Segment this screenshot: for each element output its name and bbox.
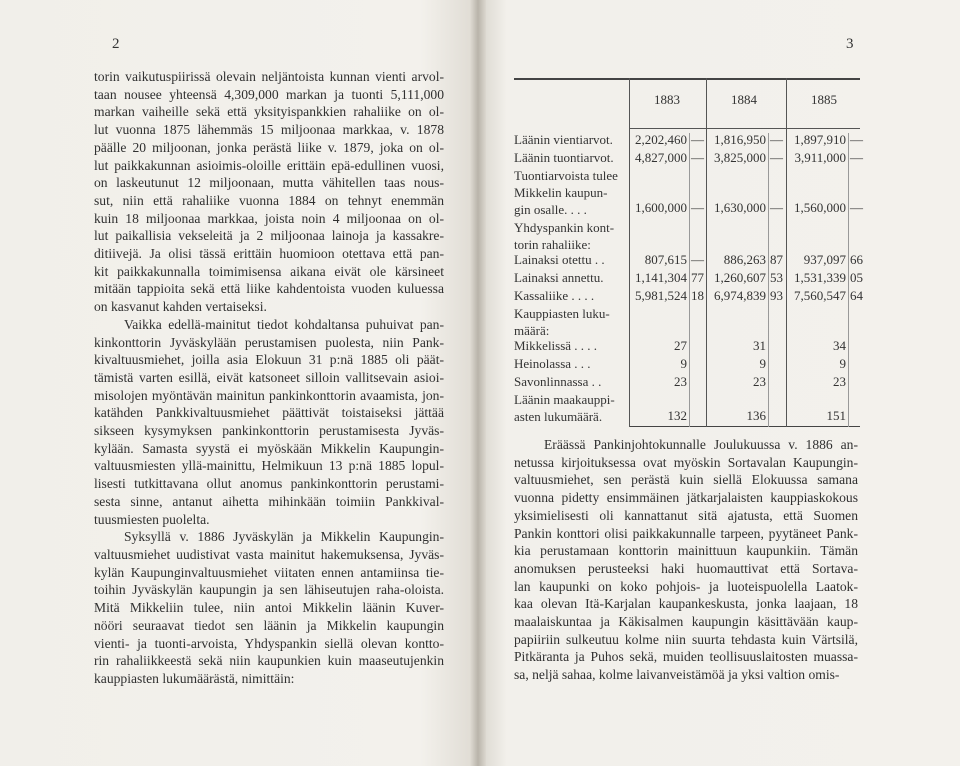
text-line: ditiivejä. Ja olisi tässä erittäin huomioon otettava että pan-	[94, 246, 444, 262]
table-header-rule	[629, 128, 860, 129]
text-line: kaa olevan Itä-Karjalan kaupankeskusta, jonka laajaan, 18	[514, 596, 858, 612]
text-line: valtuusmiehet uudistivat vasta mainitut hakemuksensa, Jyväs-	[94, 546, 444, 562]
table-cell-decimal: 64	[850, 288, 863, 303]
text-line: sikseen kysymyksen pankinkonttorin perustamisesta Jyväs-	[94, 423, 444, 439]
table-cell-value: 136	[746, 408, 766, 423]
table-row-label: Yhdyspankin kont-	[514, 220, 615, 235]
text-line: lisesti tutkittavana ollut anomus pankinkonttorin perustami-	[94, 476, 444, 492]
table-row-label: asten lukumäärä.	[514, 409, 603, 424]
table-row-label: määrä:	[514, 323, 550, 338]
text-line: Syksyllä v. 1886 Jyväskylän ja Mikkelin Kaupungin-	[124, 529, 444, 545]
table-decimal-rule	[848, 133, 849, 427]
table-cell-value: 27	[674, 338, 687, 353]
table-cell-decimal: 05	[850, 270, 863, 285]
table-cell-value: 1,630,000	[714, 200, 766, 215]
table-cell-value: 1,141,304	[635, 270, 687, 285]
text-line: Pankin konttori olisi paikkakunnalle tarpeen, pyytäneet Pank-	[514, 525, 858, 541]
table-cell-value: 3,825,000	[714, 150, 766, 165]
text-line: Mitä Mikkeliin tulee, niin antoi Mikkelin läänin Kuver-	[94, 600, 444, 616]
table-row-label: Kassaliike . . . .	[514, 288, 595, 303]
table-cell-value: 9	[759, 356, 766, 371]
text-line: torin vaikutuspiirissä olevain neljäntoista kunnan vienti arvol-	[94, 69, 444, 84]
table-decimal-rule	[689, 133, 690, 427]
table-cell-decimal: 18	[691, 288, 704, 303]
left-page	[0, 0, 478, 766]
text-line: on laskeutunut 12 miljoonaan, mutta vähitellen taas nous-	[94, 175, 444, 191]
table-cell-value: 23	[833, 374, 846, 389]
table-cell-decimal: 66	[850, 252, 863, 267]
text-line: lan kaupunki on koko pohjois- ja luoteispuolella Laatok-	[514, 578, 858, 594]
left-page-text	[94, 68, 444, 688]
text-line: vienti- ja tuonti-arvoista, Yhdyspankin siellä olevan kontto-	[94, 635, 444, 651]
text-line: valtuusmiesten yllä-mainittu, Helmikuun 13 p:nä 1885 lopul-	[94, 458, 444, 474]
table-cell-value: 4,827,000	[635, 150, 687, 165]
table-cell-value: 807,615	[644, 252, 687, 267]
table-row-label: gin osalle. . . .	[514, 202, 587, 217]
text-line: taan nousee yhteensä 4,309,000 markan ja tuonti 5,111,000	[94, 86, 444, 102]
table-cell-value: 9	[839, 356, 846, 371]
text-line: sut, niin että rahaliike vuonna 1884 on tehnyt enemmän	[94, 192, 444, 208]
table-cell-value: 1,600,000	[635, 200, 687, 215]
text-line: mitään tappioita sekä että liike kahdentoista vuoden kuluessa	[94, 281, 444, 297]
book-gutter	[470, 0, 486, 766]
right-page	[478, 0, 960, 766]
table-cell-value: 1,816,950	[714, 132, 766, 147]
table-row-label: Mikkelin kaupun-	[514, 185, 608, 200]
table-cell-decimal: —	[770, 150, 783, 165]
text-line: lut paikkakunnan asioimis-oloille erittäin epä-edullinen vuosi,	[94, 157, 444, 173]
table-cell-value: 9	[680, 356, 687, 371]
table-row-label: Mikkelissä . . . .	[514, 338, 598, 353]
text-line: katähden Pankkivaltuusmiehet päättivät toistaiseksi jättää	[94, 405, 444, 421]
text-line: vuonna pidetty ensimmäinen jätkarjalaisten kauppiaskokous	[514, 490, 858, 506]
table-decimal-rule	[768, 133, 769, 427]
table-cell-value: 6,974,839	[714, 288, 766, 303]
text-line: toihin Jyväskylän kaupungin ja sen lähiseutujen raha-oloista.	[94, 582, 444, 598]
text-line: markan vaiheille sekä että yksityispankkien rahaliike on ol-	[94, 104, 444, 120]
text-line: papiiriin sulkeutuu kolme niin suurta tehdasta kuin Värtsilä,	[514, 631, 858, 647]
table-cell-decimal: 87	[770, 252, 783, 267]
text-line: sa, neljä sahaa, kolme laivanveistämöä ja yksi valtion omis-	[514, 667, 840, 683]
table-cell-value: 1,560,000	[794, 200, 846, 215]
text-line: yksimielisesti oli kannattanut sitä ajatusta, että Suomen	[514, 507, 858, 523]
table-cell-value: 1,531,339	[794, 270, 846, 285]
table-row-label: Lainaksi annettu.	[514, 270, 604, 285]
text-line: anomuksen perusteeksi haki huomauttivat että Sortava-	[514, 560, 858, 576]
table-row-label: Läänin vientiarvot.	[514, 132, 613, 147]
table-year-header: 1883	[654, 92, 680, 107]
table-top-rule	[514, 78, 860, 80]
table-cell-value: 3,911,000	[794, 150, 846, 165]
text-line: Eräässä Pankinjohtokunnalle Joulukuussa v. 1886 an-	[544, 437, 858, 452]
table-cell-value: 23	[674, 374, 687, 389]
text-line: on kasvanut kahden vertaiseksi.	[94, 299, 267, 315]
table-cell-value: 151	[826, 408, 846, 423]
table-bottom-rule	[629, 426, 860, 428]
text-line: päälle 20 miljoonan, jonka perästä liike v. 1879, joka on ol-	[94, 139, 444, 155]
right-page-text	[514, 436, 858, 684]
paragraph	[94, 316, 444, 528]
table-cell-decimal: —	[770, 132, 783, 147]
text-line: rin rahaliikkeestä sekä niin kaupunkien kuin maaseutujenkin	[94, 653, 444, 669]
table-cell-decimal: —	[850, 200, 863, 215]
text-line: misolojen myöntävän mainitun pankinkonttorin avaamista, jon-	[94, 387, 444, 403]
table-row-label: Heinolassa . . .	[514, 356, 591, 371]
text-line: nööri seuraavat tiedot sen läänin ja Mikkelin kaupungin	[94, 617, 444, 633]
text-line: sesta sinne, antanut aihetta mihinkään toimiin Pankkival-	[94, 493, 444, 509]
table-cell-value: 1,897,910	[794, 132, 846, 147]
text-line: kinkonttorin Jyväskylään perustamisen puolesta, niin Pank-	[94, 334, 444, 350]
table-cell-value: 31	[753, 338, 766, 353]
table-year-header: 1885	[811, 92, 837, 107]
table-cell-decimal: —	[691, 252, 704, 267]
table-cell-value: 2,202,460	[635, 132, 687, 147]
table-row-label: Kauppiasten luku-	[514, 306, 610, 321]
table-cell-decimal: —	[850, 132, 863, 147]
table-cell-decimal: —	[691, 150, 704, 165]
page-number-left: 2	[112, 36, 120, 52]
table-cell-decimal: —	[770, 200, 783, 215]
text-line: tämistä varten esillä, eivät katsoneet silloin vallitsevain asioi-	[94, 369, 444, 385]
table-cell-value: 7,560,547	[794, 288, 846, 303]
table-cell-decimal: 53	[770, 270, 783, 285]
text-line: lut vuonna 1875 lähemmäs 15 miljoonaa markkaa, v. 1878	[94, 122, 444, 138]
table-cell-decimal: —	[691, 200, 704, 215]
table-cell-value: 34	[833, 338, 846, 353]
text-line: valtuusmiehet, sen perästä kuin siellä Elokuussa samana	[514, 472, 858, 488]
text-line: kuin 18 miljoonaa markkaa, joista noin 4 miljoonaa on ol-	[94, 210, 444, 226]
text-line: lut paikallisia vekseleitä ja 2 miljoonaa lainoja ja kassakre-	[94, 228, 444, 244]
table-cell-decimal: —	[850, 150, 863, 165]
table-cell-value: 1,260,607	[714, 270, 766, 285]
table-cell-decimal: 93	[770, 288, 783, 303]
table-row-label: Läänin maakauppi-	[514, 392, 615, 407]
statistics-table	[514, 78, 863, 427]
text-line: kivaltuusmiehet, joilla asia Elokuun 31 p:nä 1885 oli päät-	[94, 352, 444, 368]
table-row-label: torin rahaliike:	[514, 237, 591, 252]
text-line: kit paikkakunnalla toimimisensa aikana eivät ole kärsineet	[94, 263, 444, 279]
page-number-right: 3	[846, 36, 854, 52]
table-row-label: Läänin tuontiarvot.	[514, 150, 614, 165]
text-line: tuusmiesten puolelta.	[94, 511, 210, 527]
paragraph	[94, 68, 444, 316]
table-cell-decimal: —	[691, 132, 704, 147]
text-line: kylään. Samasta syystä ei myöskään Mikkelin Kaupungin-	[94, 440, 444, 456]
text-line: kauppiasten lukumäärästä, nimittäin:	[94, 670, 295, 686]
text-line: netussa kirjoituksessa ovat myöskin Sortavalan Kaupungin-	[514, 454, 858, 470]
table-row-label: Lainaksi otettu . .	[514, 252, 605, 267]
table-cell-value: 5,981,524	[635, 288, 687, 303]
text-line: Pitkäranta ja Puhos sekä, muiden teollisuuslaitosten muassa-	[514, 649, 858, 665]
text-line: kia perustamaan konttorin mainittuun kaupunkiin. Tämän	[514, 543, 858, 559]
table-row-label: Tuontiarvoista tulee	[514, 168, 618, 183]
paragraph	[94, 528, 444, 687]
table-cell-value: 886,263	[723, 252, 766, 267]
table-row-label: Savonlinnassa . .	[514, 374, 602, 389]
text-line: maalaiskuntaa ja Käkisalmen kaupungin käsittävään kaup-	[514, 614, 858, 630]
table-cell-value: 132	[667, 408, 687, 423]
text-line: Vaikka edellä-mainitut tiedot kohdaltansa puhuivat pan-	[124, 316, 444, 332]
table-cell-decimal: 77	[691, 270, 704, 285]
table-year-header: 1884	[731, 92, 757, 107]
table-cell-value: 23	[753, 374, 766, 389]
text-line: kylän Kaupunginvaltuusmiehet viitaten ennen antamiinsa tie-	[94, 564, 444, 580]
table-cell-value: 937,097	[803, 252, 846, 267]
